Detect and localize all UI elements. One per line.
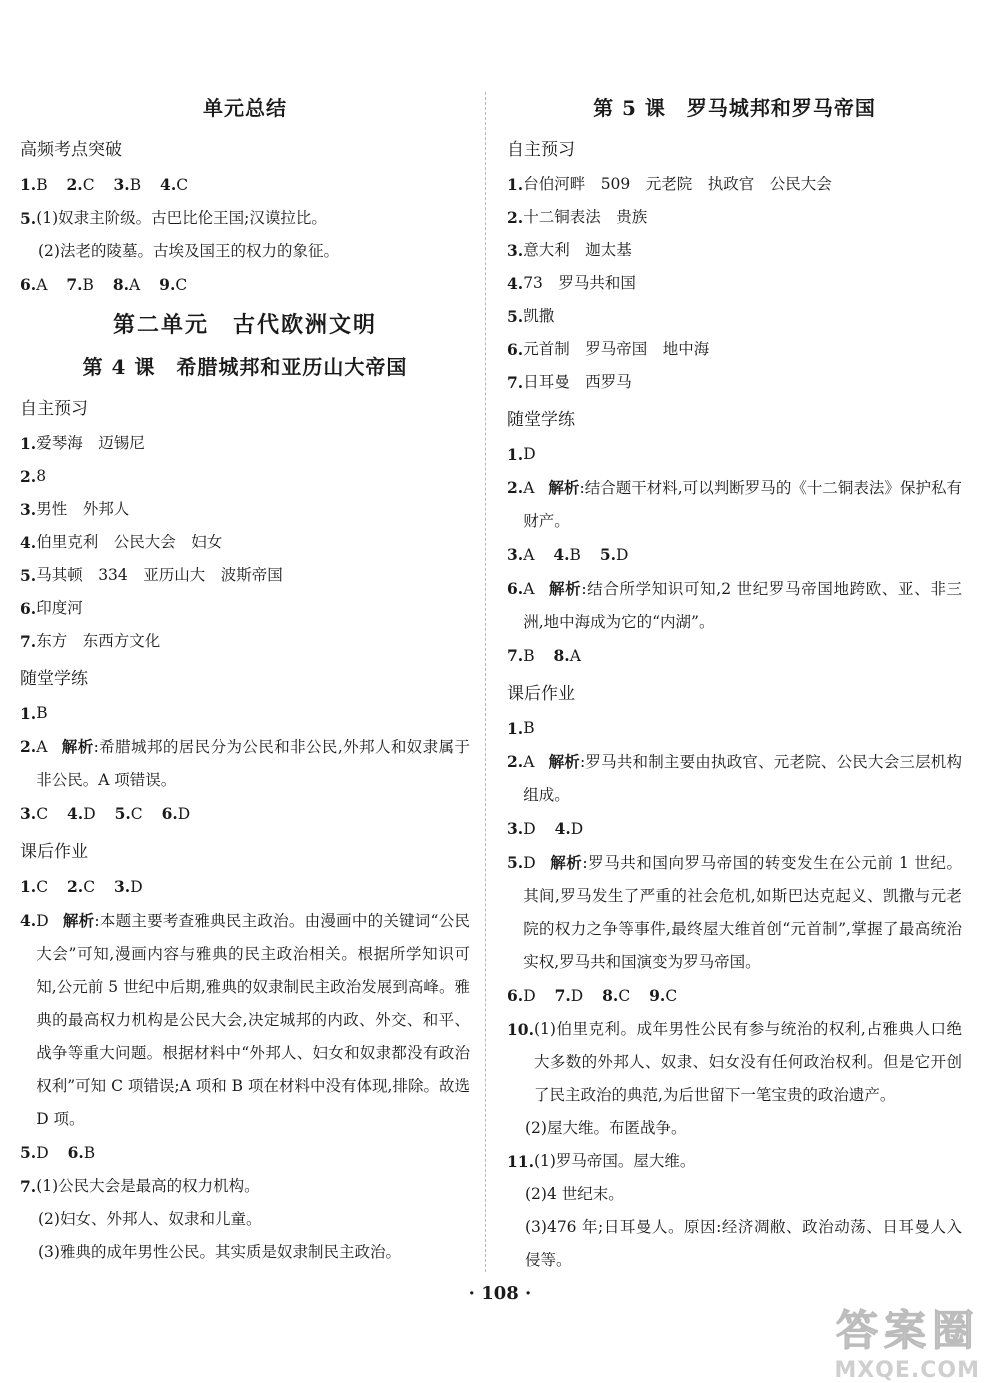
column-divider bbox=[485, 92, 486, 1272]
summary-title: 单元总结 bbox=[203, 96, 287, 120]
answer-item: 5. 凯撒 bbox=[507, 307, 555, 326]
unit-title: 第二单元 古代欧洲文明 bbox=[112, 312, 377, 338]
answer-subitem: (2)法老的陵墓。古埃及国王的权力的象征。 bbox=[38, 242, 339, 260]
answer-subitem: (3)雅典的成年男性公民。其实质是奴隶制民主政治。 bbox=[38, 1243, 401, 1261]
watermark-logo bbox=[780, 1298, 980, 1383]
section-heading-homework: 课后作业 bbox=[20, 842, 88, 862]
answer-item: 2. 8 bbox=[20, 467, 47, 486]
answer-item: 7. 东方 东西方文化 bbox=[20, 632, 161, 651]
watermark-url: MXQE.COM bbox=[834, 1358, 980, 1383]
answer-line: 3.D 4.D bbox=[507, 819, 584, 838]
answer-item: 11. (1)罗马帝国。屋大维。 bbox=[507, 1152, 696, 1171]
answer-item: 4. 伯里克利 公民大会 妇女 bbox=[20, 533, 223, 552]
answer-item-explained: 6. A 解析:结合所学知识可知,2 世纪罗马帝国地跨欧、亚、非三洲,地中海成为它的“内湖”。 bbox=[507, 579, 962, 631]
answer-item-explained: 2. A 解析:希腊城邦的居民分为公民和非公民,外邦人和奴隶属于非公民。A 项错误。 bbox=[20, 737, 470, 789]
answer-item: 6. 印度河 bbox=[20, 599, 83, 618]
answer-item: 5. 马其顿 334 亚历山大 波斯帝国 bbox=[20, 566, 283, 585]
answer-item-explained: 5. D 解析:罗马共和国向罗马帝国的转变发生在公元前 1 世纪。其间,罗马发生了严重的社会危机,如斯巴达克起义、凯撒与元老院的权力之争等事件,最终屋大维首创“元首制”,掌握了最高统治实权,罗马共和国演变为罗马帝国。 bbox=[507, 853, 962, 971]
answer-item: 1. 台伯河畔 509 元老院 执政官 公民大会 bbox=[507, 175, 832, 194]
answer-line: 6.D 7.D 8.C 9.C bbox=[507, 986, 678, 1005]
page-number: · 108 · bbox=[468, 1283, 532, 1304]
answer-item: 1. 爱琴海 迈锡尼 bbox=[20, 434, 145, 453]
lesson-title: 第 4 课 希腊城邦和亚历山大帝国 bbox=[82, 355, 408, 379]
answer-line: 7.B 8.A bbox=[507, 646, 581, 665]
section-heading-homework: 课后作业 bbox=[507, 684, 575, 704]
answer-subitem: (2)妇女、外邦人、奴隶和儿童。 bbox=[38, 1210, 262, 1228]
answer-item: 1. B bbox=[507, 719, 535, 738]
section-heading-preview: 自主预习 bbox=[507, 140, 575, 160]
answer-item: 3. 意大利 迦太基 bbox=[507, 241, 632, 260]
answer-item: 6. 元首制 罗马帝国 地中海 bbox=[507, 340, 710, 359]
answer-item: 1. B bbox=[20, 704, 48, 723]
section-heading-preview: 自主预习 bbox=[20, 399, 88, 419]
answer-line: 1.B 2.C 3.B 4.C bbox=[20, 175, 189, 194]
watermark-text: 答案圈 bbox=[835, 1306, 980, 1355]
answer-line: 5.D 6.B bbox=[20, 1143, 96, 1162]
answer-item: 7. (1)公民大会是最高的权力机构。 bbox=[20, 1177, 260, 1196]
answer-item: 4. 73 罗马共和国 bbox=[507, 274, 636, 293]
section-heading-practice: 随堂学练 bbox=[20, 669, 88, 689]
answer-item-explained: 2. A 解析:罗马共和制主要由执政官、元老院、公民大会三层机构组成。 bbox=[507, 752, 962, 804]
answer-item: 10. (1)伯里克利。成年男性公民有参与统治的权利,占雅典人口绝大多数的外邦人、奴隶、妇女没有任何政治权利。但是它开创了民主政治的典范,为后世留下一笔宝贵的政治遗产。 bbox=[507, 1020, 962, 1104]
left-column bbox=[20, 88, 470, 1269]
answer-item: 3. 男性 外邦人 bbox=[20, 500, 130, 519]
answer-subitem: (2)屋大维。布匿战争。 bbox=[525, 1119, 687, 1137]
section-heading-practice: 随堂学练 bbox=[507, 410, 575, 430]
section-heading-kaodian: 高频考点突破 bbox=[20, 140, 122, 160]
answer-item: 5. (1)奴隶主阶级。古巴比伦王国;汉谟拉比。 bbox=[20, 209, 327, 228]
answer-item: 7. 日耳曼 西罗马 bbox=[507, 373, 632, 392]
right-column bbox=[507, 88, 962, 1277]
answer-line: 6.A 7.B 8.A 9.C bbox=[20, 275, 188, 294]
lesson-title: 第 5 课 罗马城邦和罗马帝国 bbox=[593, 96, 876, 120]
answer-line: 3.A 4.B 5.D bbox=[507, 545, 629, 564]
answer-item: 1. D bbox=[507, 445, 536, 464]
answer-item-explained: 2. A 解析:结合题干材料,可以判断罗马的《十二铜表法》保护私有财产。 bbox=[507, 478, 962, 530]
answer-item: 2. 十二铜表法 贵族 bbox=[507, 208, 648, 227]
answer-subitem: (2)4 世纪末。 bbox=[525, 1185, 624, 1203]
answer-subitem: (3)476 年;日耳曼人。原因:经济凋敝、政治动荡、日耳曼人入侵等。 bbox=[525, 1218, 962, 1269]
answer-line: 3.C 4.D 5.C 6.D bbox=[20, 804, 191, 823]
answer-item-explained: 4. D 解析:本题主要考查雅典民主政治。由漫画中的关键词“公民大会”可知,漫画内容与雅典的民主政治相关。根据所学知识可知,公元前 5 世纪中后期,雅典的奴隶制民主政治发展到高峰。雅典的最高权力机构是公民大会,决定城邦的内政、外交、和平、战争等重大问题。根据材料中“外邦人、妇女和奴隶都没有政治权利”可知 C 项错误;A 项和 B 项在材料中没有体现,排除。故选 D 项。 bbox=[20, 911, 470, 1128]
answer-line: 1.C 2.C 3.D bbox=[20, 877, 143, 896]
